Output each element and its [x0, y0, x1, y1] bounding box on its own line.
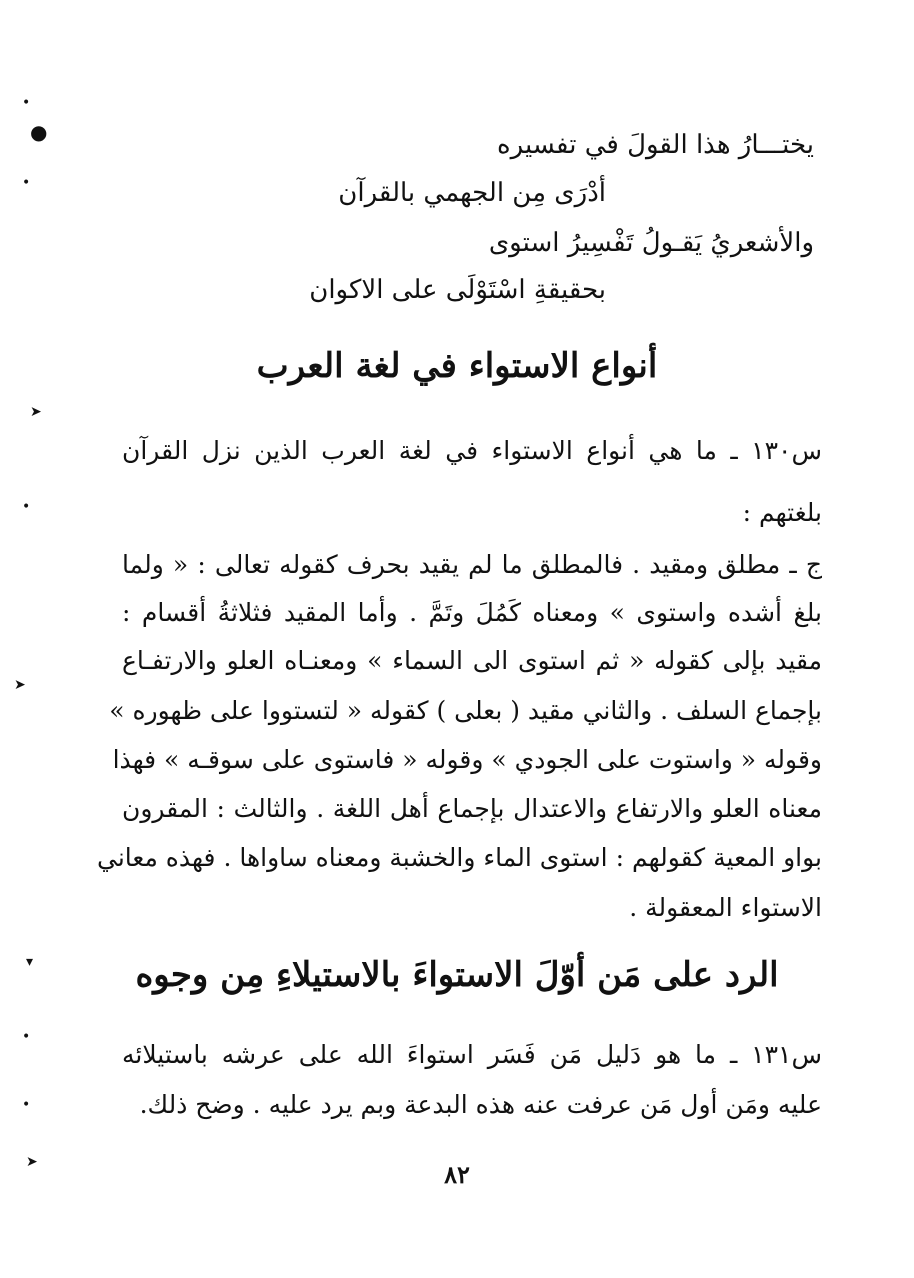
- answer-130-line: الاستواء المعقولة .: [629, 893, 822, 922]
- poem-line-3: والأشعريُ يَقـولُ تَفْسِيرُ استوى: [488, 228, 814, 258]
- question-131-line: عليه ومَن أول مَن عرفت عنه هذه البدعة وبم يرد عليه . وضح ذلك.: [139, 1090, 822, 1119]
- question-131-line: س١٣١ ـ ما هو دَليل مَن فَسَر استواءَ الله على عرشه باستيلائه: [122, 1040, 822, 1069]
- page-number: ٨٢: [444, 1160, 470, 1189]
- answer-130-line: مقيد بإلى كقوله « ثم استوى الى السماء » ومعنـاه العلو والارتفـاع: [122, 646, 822, 675]
- margin-mark: ➤: [26, 1154, 38, 1170]
- question-130-line: بلغتهم :: [742, 498, 822, 527]
- margin-mark: ▾: [26, 954, 34, 970]
- margin-mark: •: [22, 1029, 31, 1045]
- section-heading: أنواع الاستواء في لغة العرب: [256, 346, 658, 386]
- section-heading: الرد على مَن أوّلَ الاستواءَ بالاستيلاءِ مِن وجوه: [135, 955, 779, 995]
- poem-line-1: يختـــارُ هذا القولَ في تفسيره: [497, 130, 814, 160]
- margin-mark: ➤: [14, 677, 26, 693]
- answer-130-line: بإجماع السلف . والثاني مقيد ( بعلى ) كقوله « لتستووا على ظهوره »: [109, 696, 822, 725]
- question-130-line: س١٣٠ ـ ما هي أنواع الاستواء في لغة العرب الذين نزل القرآن: [122, 436, 822, 465]
- answer-130-line: معناه العلو والارتفاع والاعتدال بإجماع أهل اللغة . والثالث : المقرون: [122, 794, 822, 823]
- margin-mark: •: [22, 499, 31, 515]
- margin-mark: ●: [30, 120, 48, 144]
- answer-130-line: بواو المعية كقولهم : استوى الماء والخشبة ومعناه ساواها . فهذه معاني: [97, 843, 822, 872]
- margin-mark: •: [22, 95, 31, 111]
- margin-mark: ➤: [30, 404, 42, 420]
- answer-130-line: وقوله « واستوت على الجودي » وقوله « فاستوى على سوقـه » فهذا: [112, 745, 822, 774]
- poem-line-2: أدْرَى مِن الجهمي بالقرآن: [338, 178, 606, 208]
- margin-mark: •: [22, 175, 31, 191]
- margin-mark: •: [22, 1097, 31, 1113]
- answer-130-line: بلغ أشده واستوى » ومعناه كَمُلَ وتَمَّ . وأما المقيد فثلاثةُ أقسام :: [122, 598, 822, 627]
- poem-line-4: بحقيقةِ اسْتَوْلَى على الاكوان: [309, 275, 606, 305]
- answer-130-line: ج ـ مطلق ومقيد . فالمطلق ما لم يقيد بحرف كقوله تعالى : « ولما: [122, 550, 822, 579]
